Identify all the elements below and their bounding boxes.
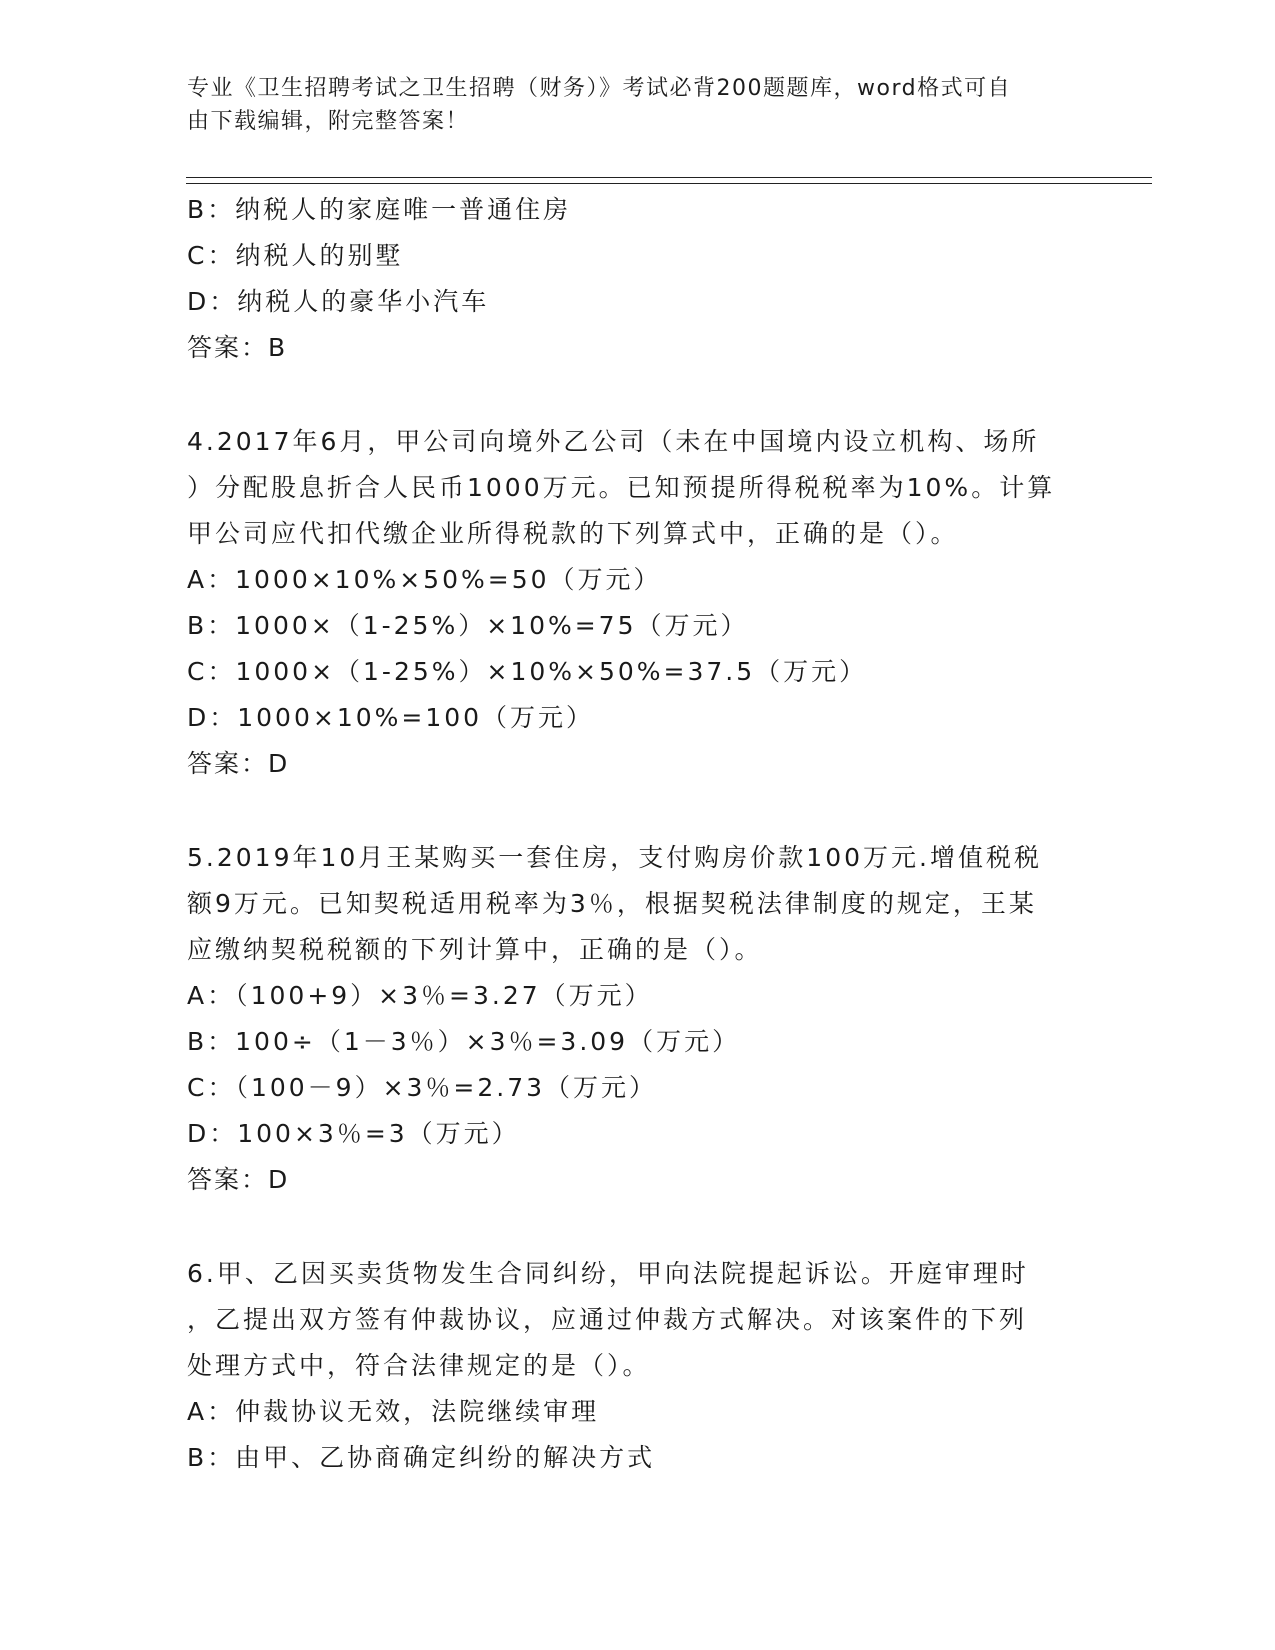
question-6-option-b: B：由甲、乙协商确定纠纷的解决方式 — [187, 1443, 656, 1472]
header-divider-bottom — [186, 183, 1152, 184]
question-4-option-b: B：1000×（1-25%）×10%=75（万元） — [187, 611, 749, 640]
question-4 — [187, 419, 1107, 787]
header-divider-top — [186, 177, 1152, 178]
question-3-option-d: D：纳税人的豪华小汽车 — [187, 287, 490, 316]
spacer — [187, 787, 1107, 835]
question-4-stem-line-1: 4.2017年6月，甲公司向境外乙公司（未在中国境内设立机构、场所 — [187, 427, 1040, 456]
question-5-stem-line-1: 5.2019年10月王某购买一套住房，支付购房价款100万元.增值税税 — [187, 843, 1042, 872]
question-6-option-a: A：仲裁协议无效，法院继续审理 — [187, 1397, 600, 1426]
question-6 — [187, 1251, 1107, 1481]
question-5-option-d: D：100×3％=3（万元） — [187, 1119, 520, 1148]
question-6-stem-line-1: 6.甲、乙因买卖货物发生合同纠纷，甲向法院提起诉讼。开庭审理时 — [187, 1259, 1029, 1288]
question-6-stem-line-3: 处理方式中，符合法律规定的是（）。 — [187, 1351, 651, 1380]
document-header — [187, 72, 1087, 138]
header-line-1: 专业《卫生招聘考试之卫生招聘（财务）》考试必背200题题库，word格式可自 — [187, 76, 1012, 101]
question-4-option-c: C：1000×（1-25%）×10%×50%=37.5（万元） — [187, 657, 868, 686]
question-3-option-b: B：纳税人的家庭唯一普通住房 — [187, 195, 572, 224]
question-4-option-a: A：1000×10%×50%=50（万元） — [187, 565, 662, 594]
question-4-stem-line-2: ）分配股息折合人民币1000万元。已知预提所得税税率为10%。计算 — [187, 473, 1056, 502]
question-4-option-d: D：1000×10%=100（万元） — [187, 703, 595, 732]
document-body — [187, 187, 1107, 1481]
question-5-stem-line-2: 额9万元。已知契税适用税率为3％，根据契税法律制度的规定，王某 — [187, 889, 1037, 918]
question-3-option-c: C：纳税人的别墅 — [187, 241, 404, 270]
question-4-answer: 答案：D — [187, 749, 290, 778]
question-5-option-c: C：（100－9）×3％=2.73（万元） — [187, 1073, 658, 1102]
question-3-tail — [187, 187, 1107, 371]
question-5-option-b: B：100÷（1－3％）×3％=3.09（万元） — [187, 1027, 741, 1056]
question-5-option-a: A：（100+9）×3％=3.27（万元） — [187, 981, 653, 1010]
question-5 — [187, 835, 1107, 1203]
question-5-answer: 答案：D — [187, 1165, 290, 1194]
spacer — [187, 1203, 1107, 1251]
question-3-answer: 答案：B — [187, 333, 288, 362]
question-6-stem-line-2: ，乙提出双方签有仲裁协议，应通过仲裁方式解决。对该案件的下列 — [187, 1305, 1028, 1334]
question-4-stem-line-3: 甲公司应代扣代缴企业所得税款的下列算式中，正确的是（）。 — [187, 519, 959, 548]
header-line-2: 由下载编辑，附完整答案！ — [187, 109, 470, 134]
question-5-stem-line-3: 应缴纳契税税额的下列计算中，正确的是（）。 — [187, 935, 763, 964]
spacer — [187, 371, 1107, 419]
